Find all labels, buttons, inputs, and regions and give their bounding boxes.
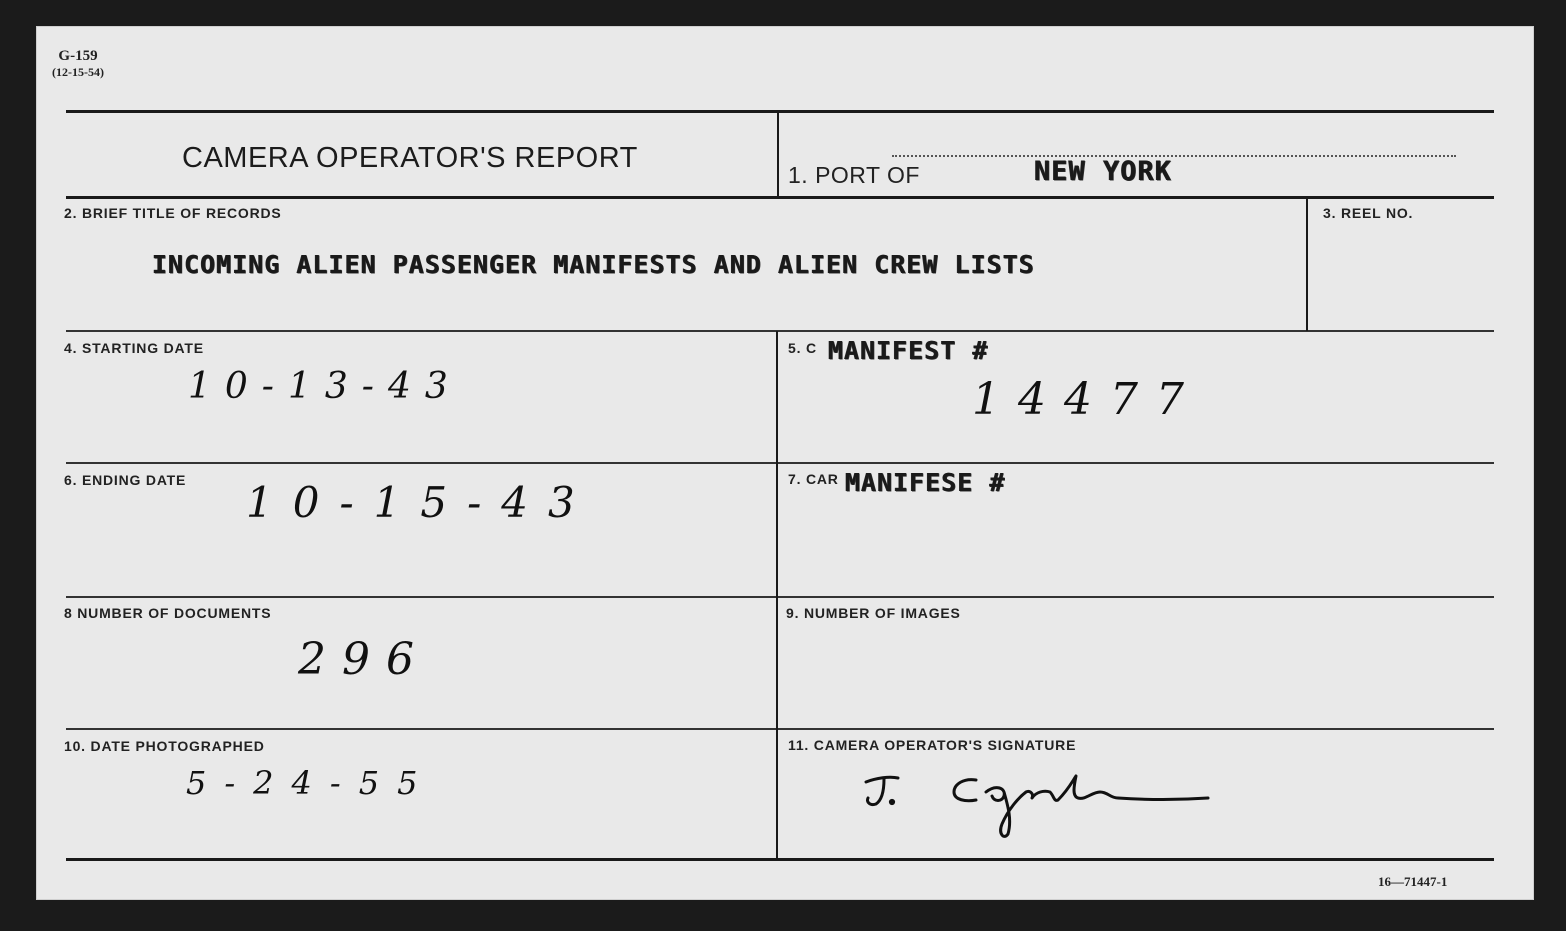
starting-date-label: 4. STARTING DATE [64, 340, 204, 356]
date-photographed-label: 10. DATE PHOTOGRAPHED [64, 738, 265, 754]
footer-code: 16—71447-1 [1378, 874, 1448, 889]
records-title-label: 2. BRIEF TITLE OF RECORDS [64, 205, 282, 221]
port-fill-line [892, 155, 1456, 157]
port-value[interactable]: NEW YORK [1034, 156, 1173, 187]
form-code [52, 48, 104, 80]
last-item-label-prefix: 7. CAR [788, 471, 839, 487]
signature-value[interactable] [858, 762, 1218, 847]
reel-divider [1306, 198, 1308, 331]
form-revision-date: (12-15-54) [52, 65, 104, 79]
first-item-value[interactable]: 14477 [972, 374, 1202, 425]
starting-date-value[interactable]: 10-13-43 [188, 366, 462, 407]
form-number: G-159 [58, 48, 98, 64]
reel-no-label: 3. REEL NO. [1323, 205, 1414, 221]
center-divider [776, 331, 778, 859]
ending-date-value[interactable]: 10-15-43 [246, 478, 595, 527]
first-item-typed-label: MANIFEST # [828, 336, 989, 365]
last-item-typed-label: MANIFESE # [845, 468, 1006, 497]
header-rule [66, 196, 1494, 199]
records-title-value[interactable]: INCOMING ALIEN PASSENGER MANIFESTS AND ALIEN CREW LISTS [152, 250, 1035, 279]
row4-rule [66, 728, 1494, 730]
date-photographed-value[interactable]: 5-24-55 [186, 764, 436, 802]
signature-drawing [858, 762, 1218, 842]
row1-rule [66, 330, 1494, 332]
row2-rule [66, 462, 1494, 464]
bottom-rule [66, 858, 1494, 861]
page-title: CAMERA OPERATOR'S REPORT [182, 142, 638, 174]
header-divider [777, 112, 779, 198]
number-of-documents-label: 8 NUMBER OF DOCUMENTS [64, 605, 272, 621]
row3-rule [66, 596, 1494, 598]
first-item-label-prefix: 5. C [788, 340, 817, 356]
number-of-images-label: 9. NUMBER OF IMAGES [786, 605, 961, 621]
top-rule [66, 110, 1494, 113]
ending-date-label: 6. ENDING DATE [64, 472, 187, 488]
number-of-documents-value[interactable]: 296 [298, 634, 430, 685]
port-label: 1. PORT OF [788, 162, 920, 188]
signature-label: 11. CAMERA OPERATOR'S SIGNATURE [788, 737, 1077, 753]
